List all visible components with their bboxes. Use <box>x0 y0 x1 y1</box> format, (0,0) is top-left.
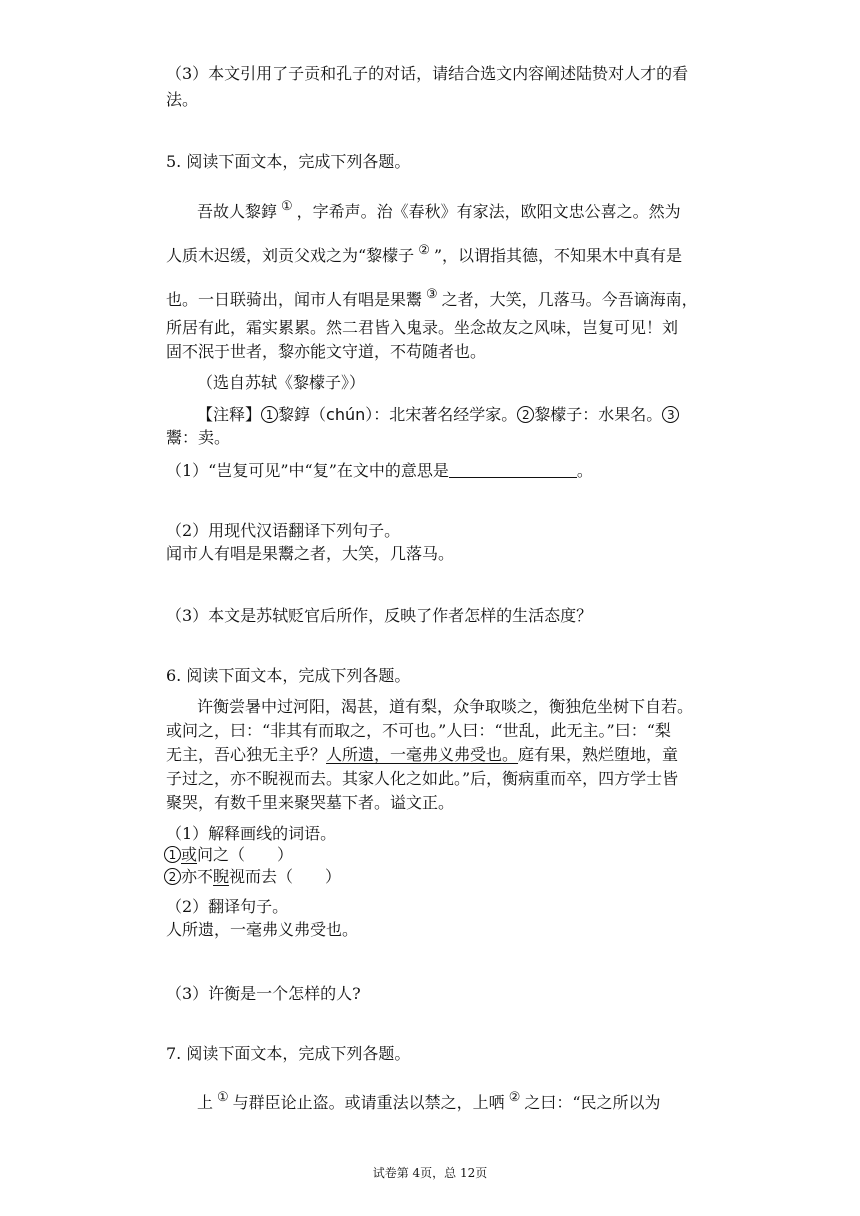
q6-q1-word2 <box>164 867 341 887</box>
q6-q3: （3）许衡是一个怎样的人? <box>166 984 361 1003</box>
q6-w1-rest: 问之（ ） <box>197 845 294 864</box>
q5-source: （选自苏轼《黎檬子》） <box>197 373 366 392</box>
q5-notes-pinyin: chún <box>326 405 366 424</box>
q4-part3-line1: （3）本文引用了子贡和孔子的对话，请结合选文内容阐述陆贽对人才的看 <box>166 64 689 83</box>
q5-note-marker-3: ③ <box>426 287 438 302</box>
q5-passage-line3 <box>166 285 698 310</box>
q6-q1-title: （1）解释画线的词语。 <box>166 824 337 843</box>
q6-w2-rest: 视而去（ ） <box>229 867 342 886</box>
q5-passage-line1 <box>197 197 681 222</box>
q5-p3-b: 之者，大笑，几落马。今吾谪海南， <box>441 290 698 309</box>
q5-q2-sentence: 闻市人有唱是果鬻之者，大笑，几落马。 <box>166 544 455 563</box>
q5-note-marker-1: ① <box>281 199 293 214</box>
q5-q3: （3）本文是苏轼贬官后所作，反映了作者怎样的生活态度？ <box>166 606 593 625</box>
q7-note-marker-1: ① <box>217 1090 229 1105</box>
q5-notes-def-1: ）：北宋著名经学家。 <box>365 405 518 424</box>
q4-part3-line2: 法。 <box>166 90 199 109</box>
q6-passage-line5: 聚哭，有数千里来聚哭墓下者。谥文正。 <box>166 793 455 812</box>
q5-note-marker-2: ② <box>418 243 430 258</box>
q6-passage-line4: 子过之，亦不睨视而去。其家人化之如此。”后，衡病重而卒，四方学士皆 <box>166 769 679 788</box>
page-footer: 试卷第 4页，总 12页 <box>372 1166 488 1180</box>
q5-p1-a: 吾故人黎錞 <box>197 202 278 221</box>
q5-q1-end: 。 <box>576 461 593 480</box>
q7-p1-c: 之曰：“民之所以为 <box>524 1093 661 1112</box>
q7-heading: 7. 阅读下面文本，完成下列各题。 <box>166 1044 411 1063</box>
q6-passage-line3 <box>166 745 678 765</box>
q5-q1-answer-blank[interactable] <box>449 462 577 478</box>
q6-w1-num: 1 <box>164 846 181 863</box>
q6-w2-num: 2 <box>164 868 181 885</box>
q6-q1-word1 <box>164 845 293 865</box>
q5-q1 <box>166 461 593 481</box>
q5-passage-line5: 固不泯于世者，黎亦能文守道，不苟随者也。 <box>166 342 487 361</box>
q5-notes-line1 <box>197 405 679 425</box>
q7-p1-a: 上 <box>197 1093 214 1112</box>
q6-q2-sentence: 人所遗，一毫弗义弗受也。 <box>166 920 359 939</box>
q7-note-marker-2: ② <box>508 1090 521 1105</box>
q5-notes-num-1: 1 <box>261 406 278 423</box>
q7-passage-line1 <box>197 1088 661 1113</box>
q5-p2-b: ”，以谓指其德，不知果木中真有是 <box>433 246 683 265</box>
q6-w2-word: 睨 <box>213 867 230 886</box>
q6-underlined-sentence: 人所遗，一毫弗义弗受也。 <box>326 745 519 764</box>
q5-notes-num-2: 2 <box>517 406 534 423</box>
q5-p3-a: 也。一日联骑出，闻市人有唱是果鬻 <box>166 290 423 309</box>
q6-w2-a: 亦不 <box>181 867 214 886</box>
q6-passage-line1: 许衡尝暑中过河阳，渴甚，道有梨，众争取啖之，衡独危坐树下自若。 <box>197 697 694 716</box>
q5-heading: 5. 阅读下面文本，完成下列各题。 <box>166 152 411 171</box>
q5-passage-line4: 所居有此，霜实累累。然二君皆入鬼录。坐念故友之风味，岂复可见！刘 <box>166 318 679 337</box>
q6-p3-a: 无主，吾心独无主乎？ <box>166 745 327 764</box>
q5-notes-num-3: 3 <box>662 406 679 423</box>
q5-notes-term-1: 黎錞（ <box>278 405 327 424</box>
q6-passage-line2: 或问之，曰：“非其有而取之，不可也。”人曰：“世乱，此无主。”曰：“梨 <box>166 721 671 740</box>
q5-passage-line2 <box>166 241 682 266</box>
q5-notes-label: 【注释】 <box>197 405 262 424</box>
q6-w1-word: 或 <box>181 845 198 864</box>
q5-notes-line2: 鬻：卖。 <box>166 428 231 447</box>
q7-p1-b: 与群臣论止盗。或请重法以禁之，上哂 <box>232 1093 505 1112</box>
q6-q2-title: （2）翻译句子。 <box>166 897 289 916</box>
q5-q1-text: （1）“岂复可见”中“复”在文中的意思是 <box>166 461 449 480</box>
q5-notes-def-2: 黎檬子：水果名。 <box>534 405 663 424</box>
q6-p3-b: 庭有果，熟烂堕地，童 <box>518 745 679 764</box>
q5-p1-b: ，字希声。治《春秋》有家法，欧阳文忠公喜之。然为 <box>296 202 681 221</box>
q6-heading: 6. 阅读下面文本，完成下列各题。 <box>166 666 411 685</box>
q5-p2-a: 人质木迟缓，刘贡父戏之为“黎檬子 <box>166 246 415 265</box>
q5-q2-title: （2）用现代汉语翻译下列句子。 <box>166 521 401 540</box>
